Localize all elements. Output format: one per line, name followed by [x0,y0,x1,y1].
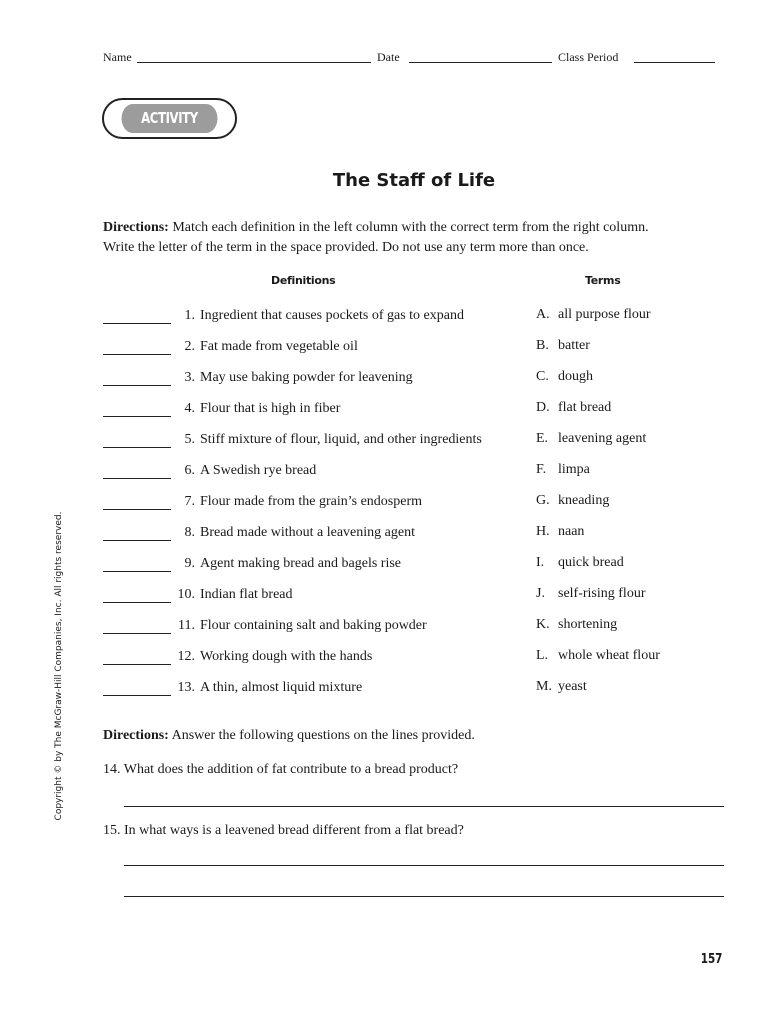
directions-label: Directions: [103,728,169,743]
question-15: 15. In what ways is a leavened bread different from a flat bread? [103,823,464,838]
copyright-notice: Copyright © by The McGraw-Hill Companies, Inc. All rights reserved. [54,511,64,821]
page-title: The Staff of Life [332,170,496,191]
term-letter: I. [536,555,545,570]
term-text: limpa [558,462,590,477]
definition-number: 5. [184,432,195,447]
definition-number: 4. [184,401,195,416]
activity-badge [102,98,237,139]
term-text: leavening agent [558,431,647,446]
definition-text: Agent making bread and bagels rise [200,556,401,571]
definition-number: 11. [178,618,195,633]
definition-text: Stiff mixture of flour, liquid, and other ingredients [200,432,482,447]
definition-number: 10. [177,587,195,602]
term-letter: B. [536,338,549,353]
name-label: Name [103,50,132,64]
definition-text: Working dough with the hands [200,649,373,664]
definition-number: 3. [184,370,195,385]
definition-text: Bread made without a leavening agent [200,525,415,540]
term-text: dough [558,369,593,384]
definition-number: 6. [184,463,195,478]
definition-text: Flour containing salt and baking powder [200,618,427,633]
answer-blank[interactable] [103,571,171,572]
definition-text: A thin, almost liquid mixture [200,680,363,695]
name-field[interactable] [137,62,371,63]
class-period-label: Class Period [558,50,619,64]
page-number: 157 [700,952,723,967]
definitions-heading: Definitions [271,274,336,287]
definition-number: 13. [177,680,195,695]
term-text: quick bread [558,555,624,570]
answer-blank[interactable] [103,509,171,510]
term-letter: F. [536,462,547,477]
definition-number: 2. [184,339,195,354]
term-text: naan [558,524,585,539]
term-text: shortening [558,617,618,632]
student-info-header [103,50,715,66]
answer-blank[interactable] [103,695,171,696]
definition-text: Ingredient that causes pockets of gas to expand [200,308,464,323]
term-letter: J. [536,586,545,601]
term-letter: A. [536,307,550,322]
definition-text: A Swedish rye bread [200,463,317,478]
terms-heading: Terms [585,274,621,287]
date-field[interactable] [409,62,552,63]
question-14: 14. What does the addition of fat contribute to a bread product? [103,762,459,777]
questions-directions [103,726,713,746]
term-letter: D. [536,400,550,415]
term-letter: M. [536,679,552,694]
answer-blank[interactable] [103,323,171,324]
date-label: Date [377,50,400,64]
term-text: yeast [558,679,587,694]
definition-text: Flour that is high in fiber [200,401,341,416]
definition-number: 7. [184,494,195,509]
directions-label: Directions: [103,220,169,235]
definition-number: 9. [184,556,195,571]
answer-line-14[interactable] [124,806,724,807]
definition-text: Flour made from the grain’s endosperm [200,494,423,509]
term-letter: C. [536,369,549,384]
term-text: self-rising flour [558,586,646,601]
answer-blank[interactable] [103,633,171,634]
term-text: batter [558,338,590,353]
term-letter: E. [536,431,549,446]
definition-text: Indian flat bread [200,587,293,602]
answer-blank[interactable] [103,478,171,479]
term-letter: L. [536,648,549,663]
term-letter: H. [536,524,550,539]
definition-text: May use baking powder for leavening [200,370,413,385]
answer-line-15b[interactable] [124,896,724,897]
term-letter: K. [536,617,550,632]
answer-blank[interactable] [103,602,171,603]
answer-blank[interactable] [103,385,171,386]
answer-blank[interactable] [103,416,171,417]
definition-number: 8. [184,525,195,540]
directions-line-1: Match each definition in the left column with the correct term from the right column. [172,220,649,235]
term-text: flat bread [558,400,612,415]
answer-blank[interactable] [103,354,171,355]
class-period-field[interactable] [634,62,715,63]
term-letter: G. [536,493,550,508]
answer-blank[interactable] [103,447,171,448]
answer-blank[interactable] [103,664,171,665]
directions-text: Answer the following questions on the lines provided. [171,728,475,743]
term-text: all purpose flour [558,307,651,322]
directions-line-2: Write the letter of the term in the space provided. Do not use any term more than once. [103,240,589,255]
term-text: kneading [558,493,610,508]
matching-directions [103,218,713,258]
definition-number: 12. [177,649,195,664]
term-text: whole wheat flour [558,648,660,663]
answer-blank[interactable] [103,540,171,541]
definition-text: Fat made from vegetable oil [200,339,358,354]
activity-badge-label: ACTIVITY [122,104,218,133]
answer-line-15a[interactable] [124,865,724,866]
definition-number: 1. [184,308,195,323]
